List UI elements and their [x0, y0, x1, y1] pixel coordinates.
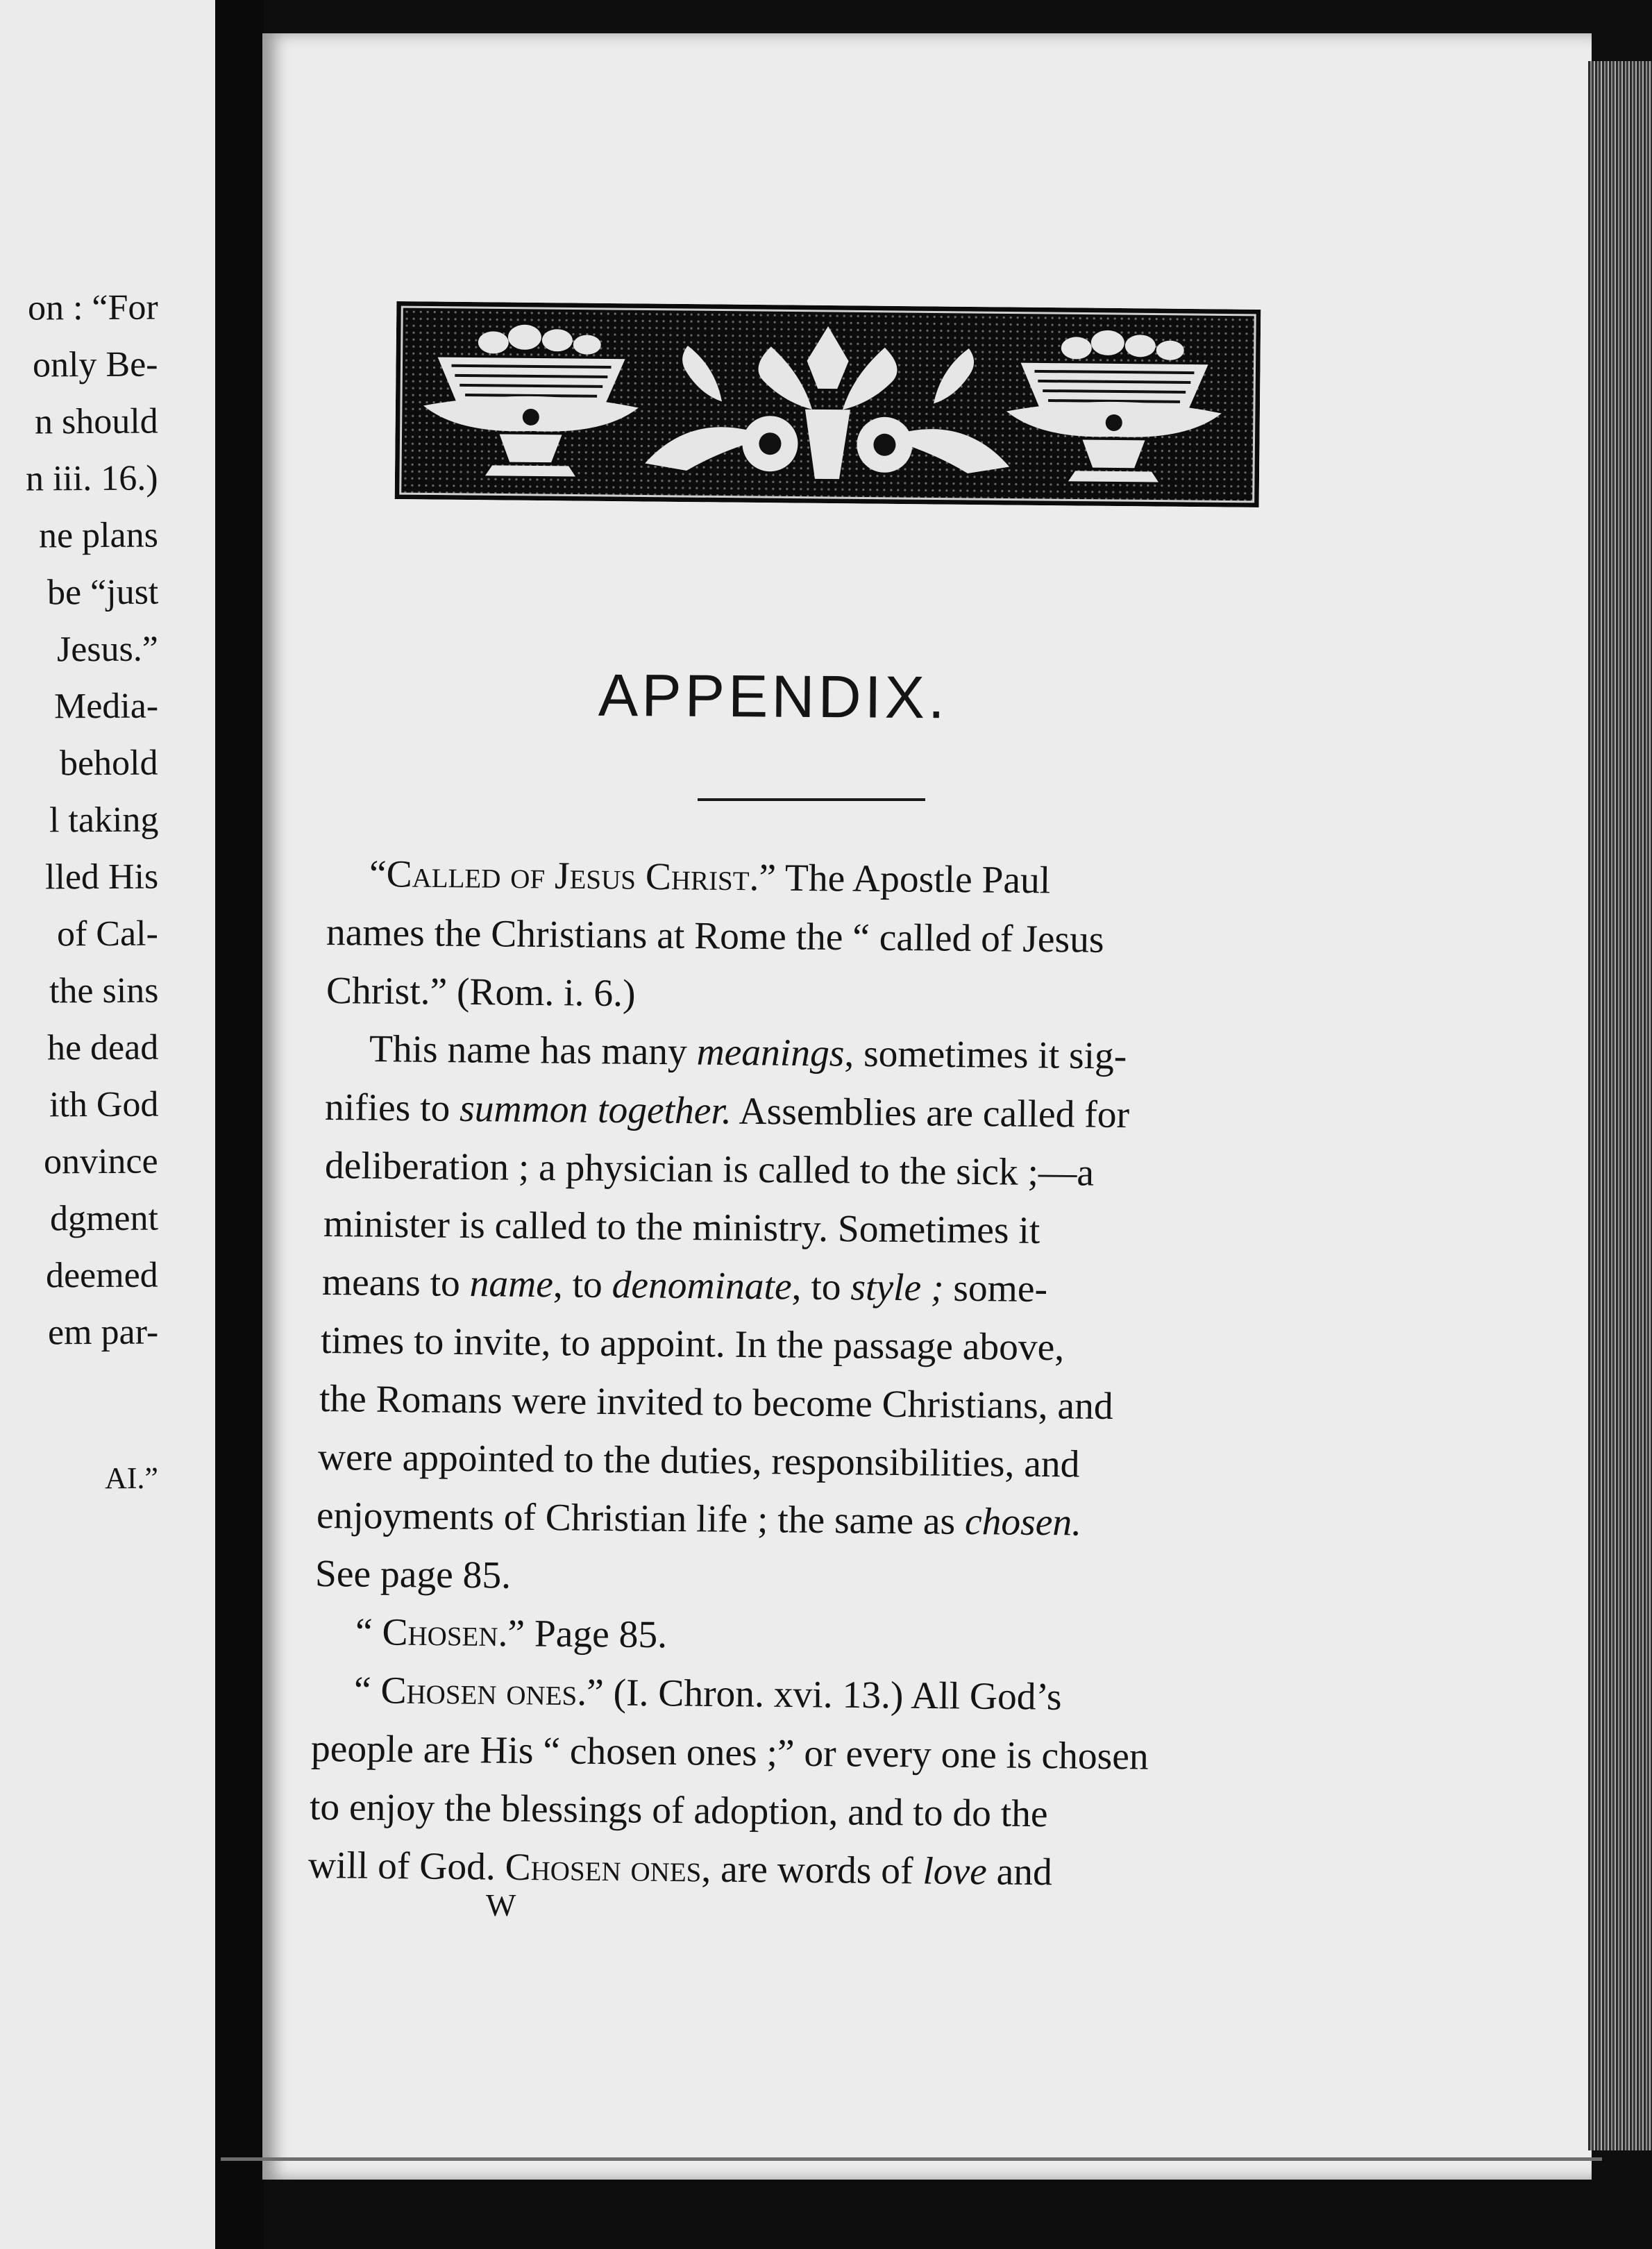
entry-chosen-ones-line-4 [308, 1846, 1052, 1892]
body-text: , to [791, 1265, 851, 1309]
open-quote: “ [369, 853, 387, 896]
body-text: The Apostle Paul [775, 857, 1051, 902]
body-text: (I. Chron. xvi. 13.) All God’s [603, 1671, 1062, 1719]
entry-chosen-ones-line-3: to enjoy the blessings of adoption, and to do the [309, 1786, 1048, 1836]
page-title: APPENDIX. [598, 662, 949, 732]
body-text: Assemblies are called for [731, 1090, 1130, 1137]
entry-called-line-9: times to invite, to appoint. In the passage above, [320, 1320, 1065, 1370]
entry-called-line-3: Christ.” (Rom. i. 6.) [326, 970, 636, 1016]
left-text-fragment: the sins [49, 970, 159, 1011]
body-text: some- [943, 1267, 1048, 1311]
entry-term: Called of Jesus Christ. [386, 853, 759, 900]
entry-called-line-13: See page 85. [314, 1553, 512, 1597]
entry-called-line-12 [316, 1494, 1082, 1544]
open-quote: “ [353, 1669, 381, 1712]
decorative-headpiece [395, 301, 1261, 507]
italic-text: denominate [612, 1264, 792, 1308]
left-text-fragment: of Cal- [57, 913, 159, 954]
signature-mark: W [486, 1887, 516, 1923]
left-text-fragment: be “just [47, 572, 159, 613]
left-text-fragment: n should [35, 401, 159, 442]
entry-called-line-7: minister is called to the ministry. Sometimes it [323, 1203, 1040, 1252]
body-text: will of God. [307, 1844, 505, 1889]
entry-called-line-5 [325, 1088, 1130, 1135]
title-divider [698, 798, 925, 801]
body-text: , to [553, 1263, 613, 1307]
close-quote: ” [759, 857, 777, 900]
entry-called-line-4 [369, 1030, 1127, 1076]
italic-text: chosen. [964, 1500, 1082, 1544]
left-text-fragment: em par- [47, 1312, 159, 1353]
body-text: nifies to [324, 1086, 460, 1130]
italic-text: summon together. [459, 1087, 732, 1133]
body-text: , sometimes it sig- [844, 1032, 1127, 1078]
left-text-fragment: behold [60, 743, 159, 784]
left-text-fragment: Jesus.” [56, 629, 159, 670]
page-bottom-edge [221, 2157, 1602, 2161]
left-text-fragment: l taking [49, 800, 159, 841]
left-text-fragment: ne plans [39, 515, 159, 556]
facing-page-left [0, 0, 215, 2249]
left-text-fragment: ith God [49, 1084, 159, 1125]
close-quote: ” [507, 1612, 525, 1656]
italic-text: meanings [696, 1031, 845, 1075]
body-text: and [986, 1851, 1053, 1894]
left-text-fragment: Media- [53, 686, 159, 727]
left-text-fragment: n iii. 16.) [26, 458, 159, 499]
italic-text: love [922, 1850, 988, 1894]
italic-text: name [469, 1263, 554, 1306]
italic-text: style ; [850, 1266, 944, 1310]
left-text-fragment: dgment [49, 1198, 159, 1239]
entry-called-line-10: the Romans were invited to become Christians, and [319, 1378, 1113, 1428]
entry-called-line-6: deliberation ; a physician is called to the sick ;—a [324, 1145, 1095, 1195]
entry-called-line-2: names the Christians at Rome the “ called of Jesus [326, 911, 1104, 961]
entry-called-line-1 [369, 855, 1051, 900]
left-text-fragment: he dead [47, 1027, 159, 1068]
entry-term: Chosen. [382, 1611, 508, 1656]
book-gutter [215, 0, 264, 2249]
entry-chosen-ones-line-1 [354, 1671, 1062, 1717]
left-text-fragment: lled His [44, 857, 159, 898]
body-text: This name has many [369, 1028, 697, 1074]
page-edges [1588, 61, 1652, 2150]
entry-term: Chosen ones [505, 1846, 702, 1891]
open-quote: “ [355, 1611, 382, 1654]
entry-called-line-8 [322, 1263, 1048, 1309]
left-text-fragment: deemed [46, 1255, 159, 1296]
entry-called-line-11: were appointed to the duties, responsibilities, and [317, 1436, 1080, 1486]
body-text: , are words of [701, 1848, 923, 1893]
left-text-fragment: only Be- [33, 344, 159, 385]
left-text-fragment: AI.” [104, 1460, 159, 1496]
body-text: enjoyments of Christian life ; the same as [316, 1494, 966, 1543]
body-text: means to [321, 1261, 471, 1306]
body-text: Page 85. [524, 1612, 668, 1657]
entry-chosen-line-1 [355, 1613, 668, 1655]
left-text-fragment: onvince [44, 1141, 159, 1182]
entry-term: Chosen ones. [380, 1669, 587, 1715]
left-text-fragment: on : “For [28, 287, 159, 328]
close-quote: ” [586, 1671, 605, 1715]
entry-chosen-ones-line-2: people are His “ chosen ones ;” or every one is chosen [310, 1728, 1149, 1778]
